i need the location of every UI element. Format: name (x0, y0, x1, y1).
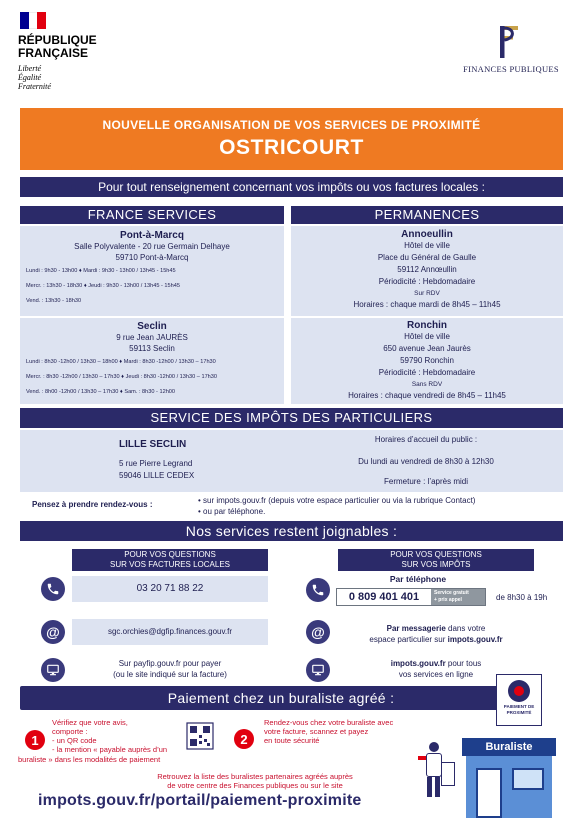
at-sign-icon: @ (306, 620, 330, 644)
office-address: 9 rue Jean JAURÈS 59113 Seclin (116, 333, 188, 353)
rdv-item: • ou par téléphone. (198, 507, 266, 516)
republique-francaise-flag-icon (20, 12, 46, 29)
permanence-line: Périodicité : Hebdomadaire (378, 368, 476, 377)
shop-sign: Buraliste (462, 738, 556, 756)
office-hours-line: Vend. : 8h00 -12h00 / 13h30 – 17h30 ♦ Sam. : 8h30 - 12h00 (26, 389, 176, 395)
payment-pin-icon (508, 680, 530, 702)
permanence-line: Hôtel de ville (404, 332, 450, 341)
footer-url-link[interactable]: impots.gouv.fr/portail/paiement-proximite (38, 792, 362, 809)
permanence-line: 650 avenue Jean Jaurès (383, 344, 471, 353)
qr-code-icon (186, 722, 214, 750)
step-2-text: Rendez-vous chez votre buraliste avec votre facture, scannez et payez en toute sécurité (264, 718, 394, 745)
phone-icon (41, 577, 65, 601)
republique-francaise-title: RÉPUBLIQUE FRANÇAISE (18, 33, 97, 60)
permanence-name: Annoeullin (401, 229, 453, 240)
step-2-badge: 2 (234, 729, 254, 749)
permanence-line: Place du Général de Gaulle (377, 253, 477, 262)
phone-price-tag: Service gratuit + prix appel (431, 589, 485, 605)
rdv-list (198, 495, 475, 517)
taxes-heading: POUR VOS QUESTIONS SUR VOS IMPÔTS (338, 549, 534, 571)
tobacco-shop-illustration (462, 738, 556, 818)
sip-address-1: 5 rue Pierre Legrand (119, 459, 193, 468)
computer-screen-icon (41, 658, 65, 682)
sip-heading: SERVICE DES IMPÔTS DES PARTICULIERS (20, 408, 563, 428)
permanence-line: 59790 Ronchin (400, 356, 454, 365)
notice-document-icon (441, 762, 455, 786)
proximity-payment-badge (496, 674, 542, 726)
office-hours-line: Lundi : 8h30 -12h00 / 13h30 – 18h00 ♦ Mardi : 8h30 -12h00 / 13h30 – 17h30 (26, 359, 216, 365)
office-hours-line: Lundi : 9h30 - 13h00 ♦ Mardi : 9h30 - 13h00 / 13h45 - 15h45 (26, 268, 176, 274)
permanences-heading: PERMANENCES (291, 206, 563, 224)
finances-publiques-label: FINANCES PUBLIQUES (463, 64, 559, 74)
phone-icon (306, 578, 330, 602)
permanence-schedule: Horaires : chaque vendredi de 8h45 – 11h45 (348, 391, 506, 400)
permanence-note: Sur RDV (414, 290, 440, 297)
office-hours-line: Mercr. : 8h30 -12h00 / 13h30 – 17h30 ♦ Jeudi : 8h30 -12h00 / 13h30 – 17h30 (26, 374, 218, 380)
local-phone[interactable]: 03 20 71 88 22 (72, 576, 268, 602)
taxes-web-info: impots.gouv.fr pour tous vos services en ligne (390, 659, 482, 679)
taxes-phone-hours: de 8h30 à 19h (496, 593, 548, 602)
permanence-schedule: Horaires : chaque mardi de 8h45 – 11h45 (353, 300, 501, 309)
republique-francaise-motto: Liberté Égalité Fraternité (18, 64, 51, 91)
sip-box (20, 430, 563, 492)
local-payment-line: (ou le site indiqué sur la facture) (113, 670, 227, 679)
permanence-line: 59112 Annœullin (397, 265, 457, 274)
sip-address-2: 59046 LILLE CEDEX (119, 471, 195, 480)
sip-hours: Du lundi au vendredi de 8h30 à 12h30 (358, 457, 494, 466)
computer-screen-icon (306, 658, 330, 682)
france-services-office-seclin (20, 318, 284, 404)
banner-subtitle: NOUVELLE ORGANISATION DE VOS SERVICES DE PROXIMITÉ (102, 118, 481, 132)
sip-closing: Fermeture : l’après midi (383, 477, 469, 486)
step-1-text: Vérifiez que votre avis, comporte : - un QR code - la mention « payable auprès d’un (52, 718, 168, 754)
sip-name: LILLE SECLIN (119, 439, 187, 450)
rdv-label: Pensez à prendre rendez-vous : (32, 500, 153, 509)
france-services-office-pont-a-marcq (20, 226, 284, 316)
taxes-messaging-info: Par messagerie dans votre espace particulier sur impots.gouv.fr (369, 624, 503, 644)
footer-text: Retrouvez la liste des buralistes partenaires agréés auprès de votre centre des Finances publiques ou sur le site (157, 772, 353, 790)
joinable-heading: Nos services restent joignables : (20, 521, 563, 541)
office-hours (26, 358, 278, 396)
info-bar: Pour tout renseignement concernant vos impôts ou vos factures locales : (20, 177, 563, 197)
badge-text: PAIEMENT DE PROXIMITÉ (503, 704, 535, 715)
taxes-phone-box[interactable] (336, 588, 486, 606)
permanence-annoeullin (291, 226, 563, 316)
finances-publiques-logo-icon (488, 22, 524, 60)
office-hours-line: Vend. : 13h30 - 18h30 (26, 298, 82, 304)
office-hours (26, 267, 278, 305)
permanence-line: Hôtel de ville (404, 241, 450, 250)
step-1-text-tail: buraliste » dans les modalités de paiement (18, 755, 161, 764)
office-name: Seclin (137, 321, 167, 332)
office-address: Salle Polyvalente - 20 rue Germain Delhaye 59710 Pont-à-Marcq (74, 242, 230, 262)
permanence-name: Ronchin (407, 320, 447, 331)
local-email[interactable]: sgc.orchies@dgfip.finances.gouv.fr (72, 619, 268, 645)
permanence-line: Périodicité : Hebdomadaire (378, 277, 476, 286)
permanence-ronchin (291, 318, 563, 404)
local-payment-line: Sur payfip.gouv.fr pour payer (118, 659, 222, 668)
payment-heading: Paiement chez un buraliste agréé : (20, 686, 542, 710)
local-taxes-heading: POUR VOS QUESTIONS SUR VOS FACTURES LOCALES (72, 549, 268, 571)
local-payment-info (72, 658, 268, 680)
france-services-heading: FRANCE SERVICES (20, 206, 284, 224)
rdv-item: • sur impots.gouv.fr (depuis votre espace particulier ou via la rubrique Contact) (198, 496, 476, 505)
office-hours-line: Mercr. : 13h30 - 18h30 ♦ Jeudi : 9h30 - 13h00 / 13h45 - 15h45 (26, 283, 180, 289)
office-name: Pont-à-Marcq (120, 230, 184, 241)
step-1-badge: 1 (25, 730, 45, 750)
title-banner (20, 108, 563, 170)
taxes-phone-number: 0 809 401 401 (348, 591, 420, 603)
at-sign-icon: @ (41, 620, 65, 644)
sip-hours-title: Horaires d’accueil du public : (374, 435, 478, 444)
taxes-phone-title: Par téléphone (389, 574, 447, 584)
banner-town: OSTRICOURT (219, 136, 364, 159)
permanence-note: Sans RDV (411, 381, 443, 388)
